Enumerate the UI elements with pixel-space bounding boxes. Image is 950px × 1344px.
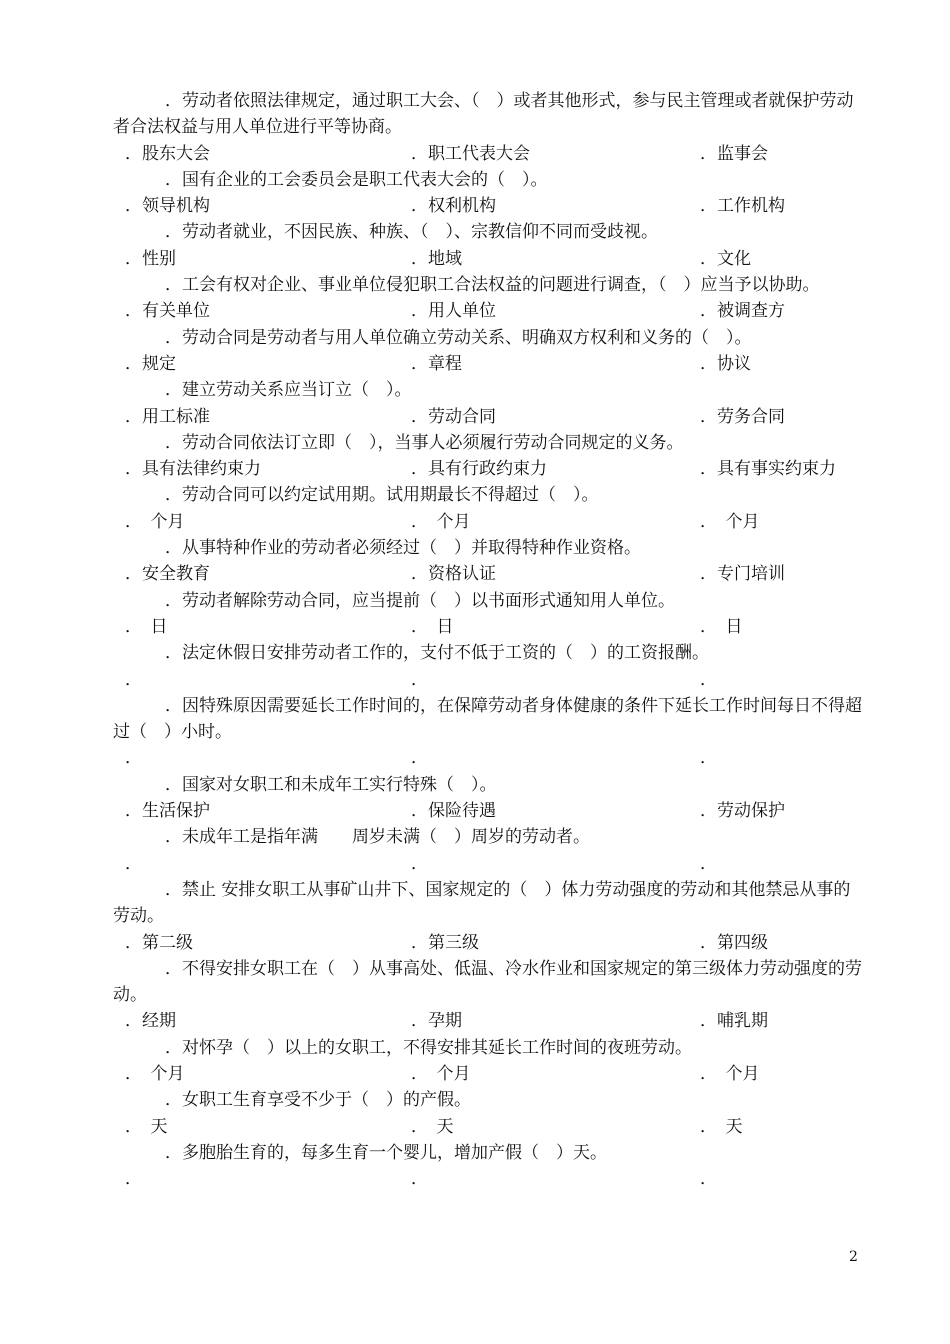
question-stem: ．劳动者解除劳动合同，应当提前（ ）以书面形式通知用人单位。 bbox=[165, 590, 675, 611]
option-c: ． 天 bbox=[700, 1116, 743, 1137]
page-number: 2 bbox=[849, 1249, 858, 1265]
question-list bbox=[113, 88, 863, 1192]
option-row bbox=[113, 561, 863, 587]
question-stem: ．建立劳动关系应当订立（ ）。 bbox=[165, 380, 412, 401]
option-row bbox=[113, 1008, 863, 1034]
option-b: ． 天 bbox=[411, 1116, 454, 1137]
question-stem: ．国家对女职工和未成年工实行特殊（ ）。 bbox=[165, 774, 497, 795]
option-row bbox=[113, 614, 863, 640]
option-row bbox=[113, 851, 863, 877]
option-row bbox=[113, 798, 863, 824]
option-c: ．哺乳期 bbox=[700, 1011, 768, 1032]
option-row bbox=[113, 667, 863, 693]
option-row bbox=[113, 351, 863, 377]
option-b: ． 日 bbox=[411, 616, 454, 637]
option-b: ．第三级 bbox=[411, 932, 479, 953]
question-stem: ．劳动合同依法订立即（ ），当事人必须履行劳动合同规定的义务。 bbox=[165, 432, 684, 453]
option-c: ． bbox=[700, 1169, 717, 1190]
option-a: ．安全教育 bbox=[125, 564, 210, 585]
option-a: ．有关单位 bbox=[125, 301, 210, 322]
option-a: ． bbox=[125, 669, 142, 690]
question-stem: ．劳动合同是劳动者与用人单位确立劳动关系、明确双方权利和义务的（ ）。 bbox=[165, 327, 752, 348]
option-c: ．第四级 bbox=[700, 932, 768, 953]
option-a: ．领导机构 bbox=[125, 196, 210, 217]
option-c: ．专门培训 bbox=[700, 564, 785, 585]
option-a: ．具有法律约束力 bbox=[125, 459, 261, 480]
option-row bbox=[113, 193, 863, 219]
option-c: ．具有事实约束力 bbox=[700, 459, 836, 480]
question-stem: ．不得安排女职工在（ ）从事高处、低温、冷水作业和国家规定的第三级体力劳动强度的劳动。 bbox=[113, 958, 862, 1006]
question-stem: ．对怀孕（ ）以上的女职工，不得安排其延长工作时间的夜班劳动。 bbox=[165, 1037, 692, 1058]
question-stem: ．劳动者就业，不因民族、种族、（ ）、宗教信仰不同而受歧视。 bbox=[165, 222, 658, 243]
question-stem: ．从事特种作业的劳动者必须经过（ ）并取得特种作业资格。 bbox=[165, 538, 641, 559]
question-stem: ．劳动者依照法律规定，通过职工大会、（ ）或者其他形式，参与民主管理或者就保护劳动者合法权益与用人单位进行平等协商。 bbox=[113, 91, 854, 138]
option-c: ．文化 bbox=[700, 248, 751, 269]
option-c: ． bbox=[700, 669, 717, 690]
option-row bbox=[113, 509, 863, 535]
question-stem: ．多胞胎生育的，每多生育一个婴儿，增加产假（ ）天。 bbox=[165, 1142, 607, 1163]
option-b: ． bbox=[411, 669, 428, 690]
option-b: ．权利机构 bbox=[411, 196, 496, 217]
option-row bbox=[113, 456, 863, 482]
option-c: ．工作机构 bbox=[700, 196, 785, 217]
option-c: ．被调查方 bbox=[700, 301, 785, 322]
option-b: ．用人单位 bbox=[411, 301, 496, 322]
question-stem: ．劳动合同可以约定试用期。试用期最长不得超过（ ）。 bbox=[165, 485, 599, 506]
option-b: ． 个月 bbox=[411, 1063, 471, 1084]
question-stem: ．女职工生育享受不少于（ ）的产假。 bbox=[165, 1090, 471, 1111]
option-a: ． 个月 bbox=[125, 1063, 185, 1084]
option-a: ．股东大会 bbox=[125, 143, 210, 164]
option-b: ． 个月 bbox=[411, 511, 471, 532]
option-a: ． bbox=[125, 853, 142, 874]
option-row bbox=[113, 930, 863, 956]
option-b: ．职工代表大会 bbox=[411, 143, 530, 164]
option-a: ． 天 bbox=[125, 1116, 168, 1137]
question-stem: ．因特殊原因需要延长工作时间的，在保障劳动者身体健康的条件下延长工作时间每日不得超过（ ）小时。 bbox=[113, 695, 862, 743]
option-a: ． bbox=[125, 748, 142, 769]
option-a: ．用工标准 bbox=[125, 406, 210, 427]
option-row bbox=[113, 745, 863, 771]
option-a: ． bbox=[125, 1169, 142, 1190]
option-b: ． bbox=[411, 748, 428, 769]
option-a: ．生活保护 bbox=[125, 801, 210, 822]
question-stem: ．禁止 安排女职工从事矿山井下、国家规定的（ ）体力劳动强度的劳动和其他禁忌从事的劳动。 bbox=[113, 879, 851, 927]
question-stem: ．未成年工是指年满 周岁未满（ ）周岁的劳动者。 bbox=[165, 827, 590, 848]
option-b: ．章程 bbox=[411, 353, 462, 374]
option-b: ． bbox=[411, 853, 428, 874]
option-a: ．性别 bbox=[125, 248, 176, 269]
option-a: ．规定 bbox=[125, 353, 176, 374]
option-row bbox=[113, 246, 863, 272]
option-row bbox=[113, 141, 863, 167]
option-b: ．孕期 bbox=[411, 1011, 462, 1032]
option-c: ． 日 bbox=[700, 616, 743, 637]
option-b: ．资格认证 bbox=[411, 564, 496, 585]
option-c: ．监事会 bbox=[700, 143, 768, 164]
option-c: ． bbox=[700, 748, 717, 769]
option-b: ．地域 bbox=[411, 248, 462, 269]
option-a: ． 个月 bbox=[125, 511, 185, 532]
option-a: ．经期 bbox=[125, 1011, 176, 1032]
option-c: ．劳务合同 bbox=[700, 406, 785, 427]
option-c: ．协议 bbox=[700, 353, 751, 374]
option-b: ．保险待遇 bbox=[411, 801, 496, 822]
option-c: ． 个月 bbox=[700, 1063, 760, 1084]
option-b: ．具有行政约束力 bbox=[411, 459, 547, 480]
option-c: ．劳动保护 bbox=[700, 801, 785, 822]
question-stem: ．工会有权对企业、事业单位侵犯职工合法权益的问题进行调查，（ ）应当予以协助。 bbox=[165, 275, 820, 296]
option-row bbox=[113, 1166, 863, 1192]
option-b: ．劳动合同 bbox=[411, 406, 496, 427]
option-b: ． bbox=[411, 1169, 428, 1190]
option-row bbox=[113, 404, 863, 430]
option-c: ． bbox=[700, 853, 717, 874]
option-a: ．第二级 bbox=[125, 932, 193, 953]
option-row bbox=[113, 1114, 863, 1140]
option-c: ． 个月 bbox=[700, 511, 760, 532]
option-a: ． 日 bbox=[125, 616, 168, 637]
option-row bbox=[113, 298, 863, 324]
question-stem: ．国有企业的工会委员会是职工代表大会的（ ）。 bbox=[165, 169, 548, 190]
option-row bbox=[113, 1061, 863, 1087]
question-stem: ．法定休假日安排劳动者工作的，支付不低于工资的（ ）的工资报酬。 bbox=[165, 643, 709, 664]
